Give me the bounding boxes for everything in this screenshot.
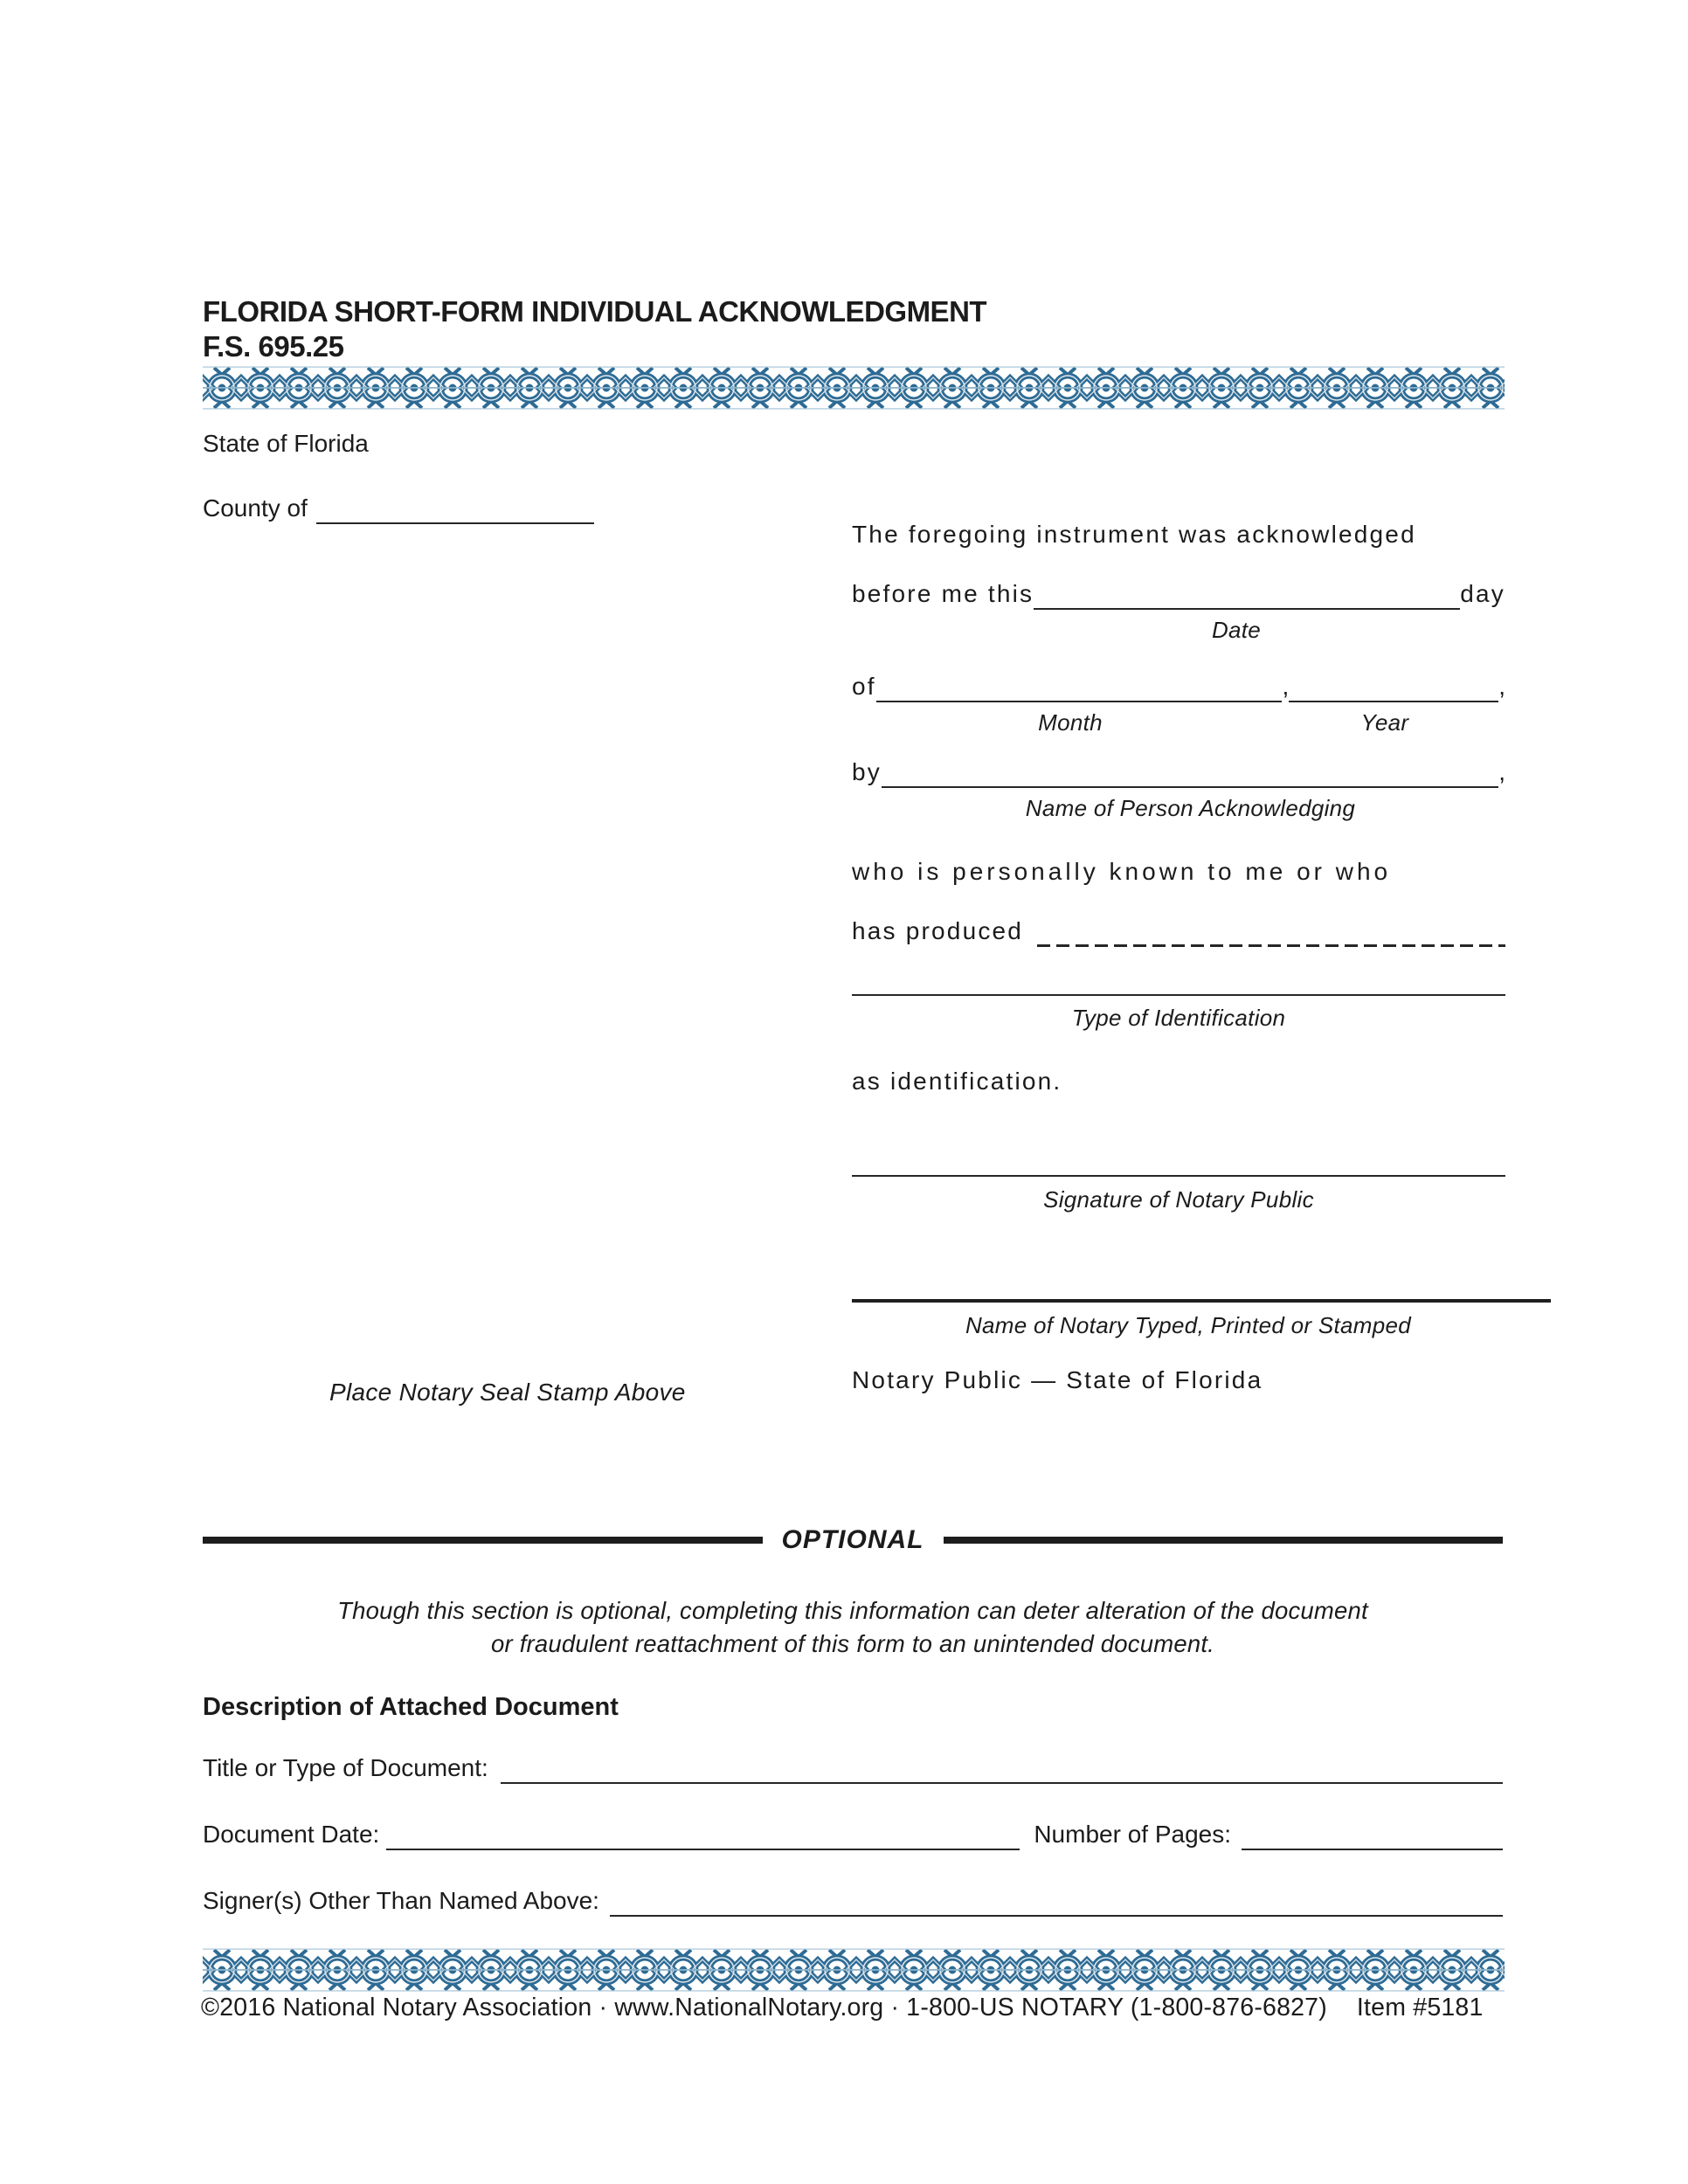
title-type-row <box>203 1751 1503 1784</box>
signers-blank-line <box>610 1882 1503 1917</box>
comma-after-year: , <box>1498 673 1505 700</box>
form-statute: F.S. 695.25 <box>203 330 344 363</box>
seal-placement-label: Place Notary Seal Stamp Above <box>329 1379 686 1406</box>
day-text: day <box>1460 580 1505 607</box>
notary-signature-label: Signature of Notary Public <box>1043 1186 1314 1213</box>
before-me-row <box>852 577 1505 610</box>
optional-note-line2: or fraudulent reattachment of this form to an unintended document. <box>491 1630 1214 1657</box>
state-label: State of Florida <box>203 430 369 457</box>
person-name-blank-line <box>882 753 1498 788</box>
footer-item-number: Item #5181 <box>1356 1994 1484 2022</box>
comma-after-month: , <box>1282 673 1290 700</box>
optional-note-line1: Though this section is optional, completing this information can deter alteration of the document <box>337 1597 1368 1624</box>
signers-row <box>203 1883 1503 1917</box>
as-identification-text: as identification. <box>852 1068 1062 1095</box>
ornamental-border-top <box>203 366 1505 410</box>
notary-signature-line <box>852 1175 1505 1177</box>
year-field-label: Year <box>1360 709 1409 736</box>
before-me-text: before me this <box>852 580 1034 607</box>
personally-known-line: who is personally known to me or who <box>852 858 1392 885</box>
notary-name-line <box>852 1299 1551 1303</box>
document-date-label: Document Date: <box>203 1821 380 1848</box>
title-type-label: Title or Type of Document: <box>203 1754 488 1781</box>
notary-public-state-line: Notary Public — State of Florida <box>852 1366 1263 1393</box>
number-of-pages-blank-line <box>1242 1815 1503 1850</box>
title-type-blank-line <box>501 1749 1503 1784</box>
document-date-blank-line <box>386 1815 1020 1850</box>
ornamental-border-bottom <box>203 1948 1505 1992</box>
of-text: of <box>852 673 876 700</box>
optional-divider-label: OPTIONAL <box>781 1525 924 1554</box>
county-blank-line <box>316 489 594 524</box>
document-date-row <box>203 1817 1503 1850</box>
comma-after-person: , <box>1498 758 1505 785</box>
month-field-label: Month <box>1038 709 1103 736</box>
identification-dashed-line <box>1037 914 1505 947</box>
description-heading: Description of Attached Document <box>203 1693 619 1721</box>
optional-divider-bar-right <box>944 1537 1504 1544</box>
ack-line1: The foregoing instrument was acknowledged <box>852 521 1416 548</box>
date-field-label: Date <box>1211 617 1262 643</box>
person-name-label: Name of Person Acknowledging <box>1025 795 1356 821</box>
footer-copyright: ©2016 National Notary Association · www.NationalNotary.org · 1-800-US NOTARY (1-800-876-6827) <box>201 1994 1327 2022</box>
notary-name-label: Name of Notary Typed, Printed or Stamped <box>965 1312 1412 1338</box>
by-text: by <box>852 758 882 785</box>
type-id-label: Type of Identification <box>1071 1005 1286 1031</box>
date-blank-line <box>1034 575 1460 610</box>
by-row <box>852 755 1505 788</box>
number-of-pages-label: Number of Pages: <box>1034 1821 1231 1848</box>
form-title: FLORIDA SHORT-FORM INDIVIDUAL ACKNOWLEDGMENT <box>203 295 987 328</box>
has-produced-text: has produced <box>852 917 1024 944</box>
signers-label: Signer(s) Other Than Named Above: <box>203 1887 599 1914</box>
has-produced-row <box>852 914 1505 947</box>
type-id-line <box>852 994 1505 996</box>
month-year-row <box>852 669 1505 702</box>
optional-divider <box>203 1522 1503 1559</box>
footer <box>201 1994 1525 2022</box>
county-row <box>203 491 594 524</box>
month-blank-line <box>876 667 1283 702</box>
optional-divider-bar-left <box>203 1537 763 1544</box>
year-blank-line <box>1289 667 1498 702</box>
county-label: County of <box>203 494 308 522</box>
